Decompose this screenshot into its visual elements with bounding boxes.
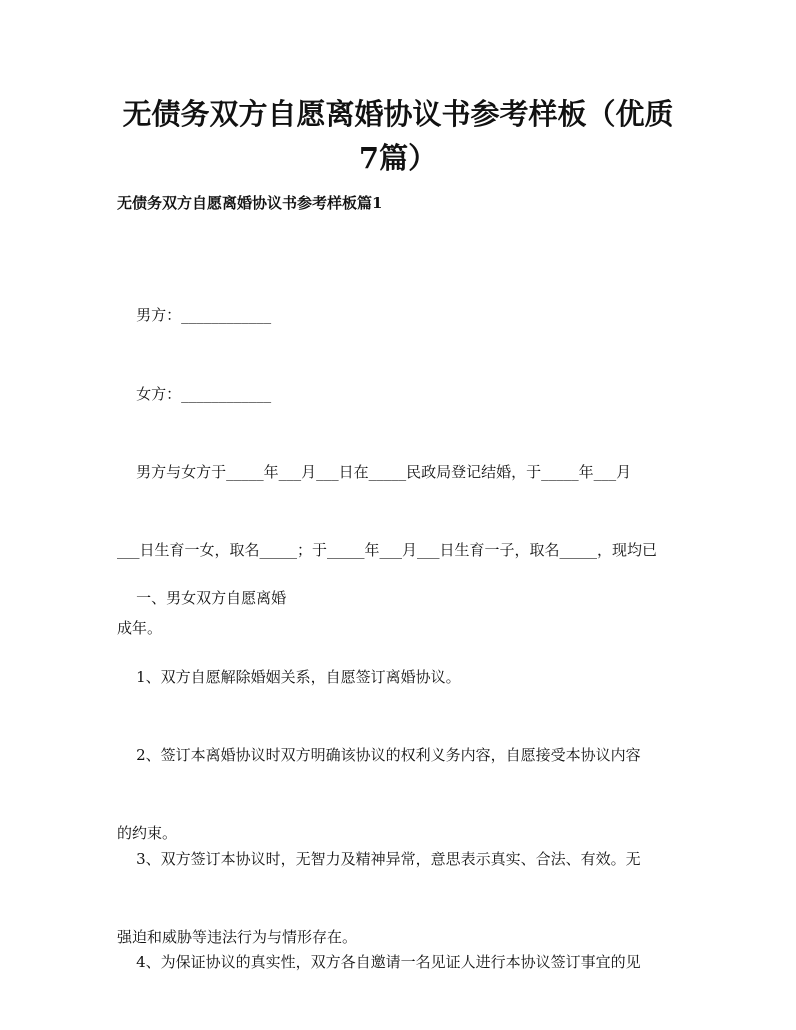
- text-line: 2、签订本离婚协议时双方明确该协议的权利义务内容，自愿接受本协议内容: [117, 746, 641, 764]
- section-heading: 无债务双方自愿离婚协议书参考样板篇1: [117, 194, 383, 212]
- paragraph-clause-4: [117, 897, 683, 1027]
- text-line: ___日生育一女，取名_____；于_____年___月___日生育一子，取名_____，现均已: [117, 541, 658, 559]
- text-line: 女方：____________: [117, 385, 272, 403]
- text-line: 4、为保证协议的真实性，双方各自邀请一名见证人进行本协议签订事宜的见: [117, 953, 641, 971]
- text-line: 的约束。: [117, 824, 178, 842]
- text-line: 成年。: [117, 619, 163, 637]
- text-line: 男方与女方于_____年___月___日在_____民政局登记结婚，于_____年___月: [117, 463, 632, 481]
- text-line: 1、双方自愿解除婚姻关系，自愿签订离婚协议。: [117, 668, 461, 686]
- text-line: 3、双方签订本协议时，无智力及精神异常，意思表示真实、合法、有效。无: [117, 850, 641, 868]
- text-line: 一、男女双方自愿离婚: [117, 589, 287, 607]
- text-line: 男方：____________: [117, 306, 272, 324]
- document-title-line-1: 无债务双方自愿离婚协议书参考样板（优质: [122, 97, 674, 131]
- document-title-line-2: 7篇）: [358, 141, 438, 175]
- text-line: 强迫和威胁等违法行为与情形存在。: [117, 928, 358, 946]
